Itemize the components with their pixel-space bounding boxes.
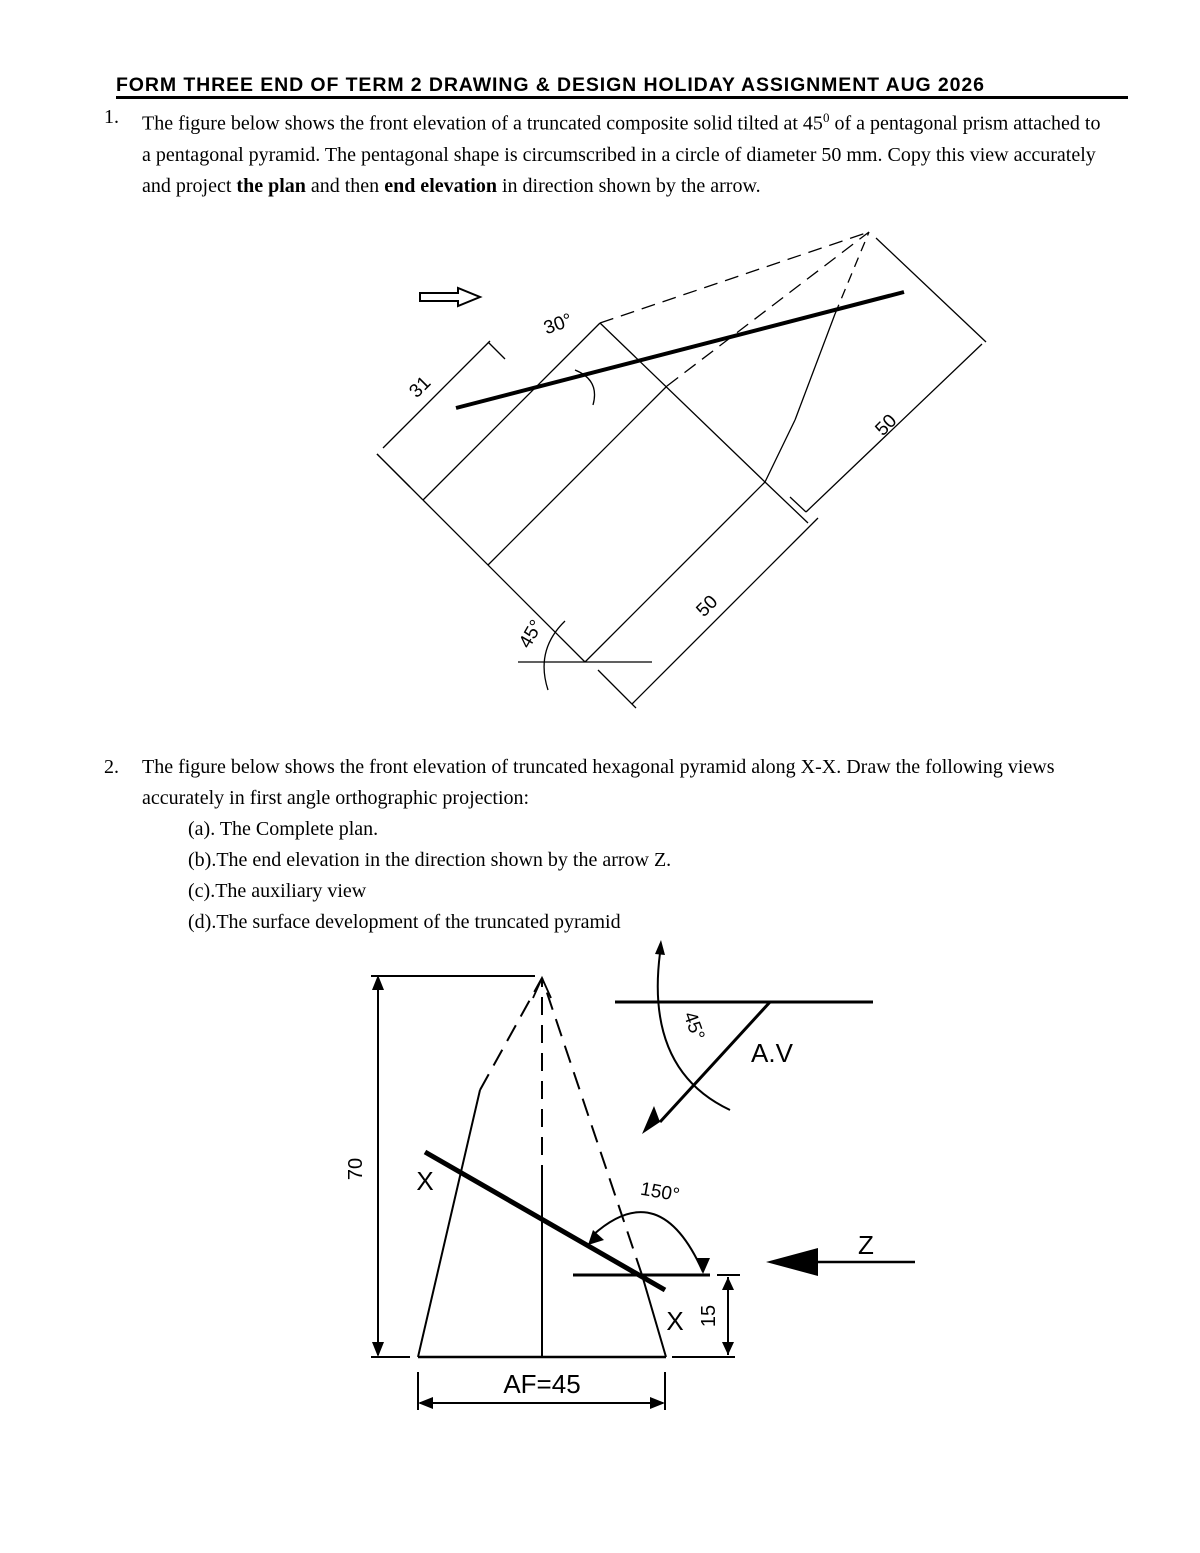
list-item: (a). The Complete plan.: [188, 818, 379, 840]
label-x-left: X: [416, 1166, 434, 1196]
dimension-50-right-label: 50: [871, 410, 902, 441]
question-1-number: 1.: [104, 106, 119, 128]
label-auxiliary-view: A.V: [751, 1038, 793, 1068]
list-item: (c).The auxiliary view: [188, 880, 367, 902]
dimension-15-label: 15: [698, 1304, 720, 1328]
list-item: (d).The surface development of the truncated pyramid: [188, 911, 621, 933]
angle-150-label: 150°: [638, 1178, 682, 1207]
question-2-number: 2.: [104, 756, 119, 778]
bold-the-plan: the plan: [236, 174, 306, 197]
question-1-text: The figure below shows the front elevation of a truncated composite solid tilted at $45^0$ of a pentagonal prism attached to a pentagonal pyramid. The pentagonal shape is circumscribed in a circle of diameter 50 mm. Copy this view accurately and project the plan and then end elevation in direction shown by the arrow.: [142, 110, 1101, 197]
page-title: FORM THREE END OF TERM 2 DRAWING & DESIGN HOLIDAY ASSIGNMENT AUG 2026: [116, 74, 1128, 99]
base-dimension-label: AF=45: [503, 1369, 581, 1399]
label-x-right: X: [666, 1306, 684, 1336]
angle-45-label: 45°: [515, 616, 548, 652]
angle-45-label: 45°: [678, 1009, 709, 1044]
dimension-31-label: 31: [405, 372, 436, 403]
dimension-70-label: 70: [345, 1157, 367, 1181]
angle-30-label: 30°: [541, 309, 576, 340]
dimension-50-bottom-label: 50: [692, 591, 723, 622]
label-z: Z: [858, 1230, 874, 1260]
z-arrow-head-icon: [766, 1248, 818, 1276]
question-2-intro: The figure below shows the front elevation of truncated hexagonal pyramid along X-X. Draw the following views accurately in first angle orthographic projection:: [142, 756, 1055, 809]
bold-end-elevation: end elevation: [384, 174, 497, 197]
cutting-plane-x-x: [425, 1152, 665, 1290]
list-item: (b).The end elevation in the direction shown by the arrow Z.: [188, 849, 672, 871]
degree-superscript: 0: [822, 110, 830, 125]
